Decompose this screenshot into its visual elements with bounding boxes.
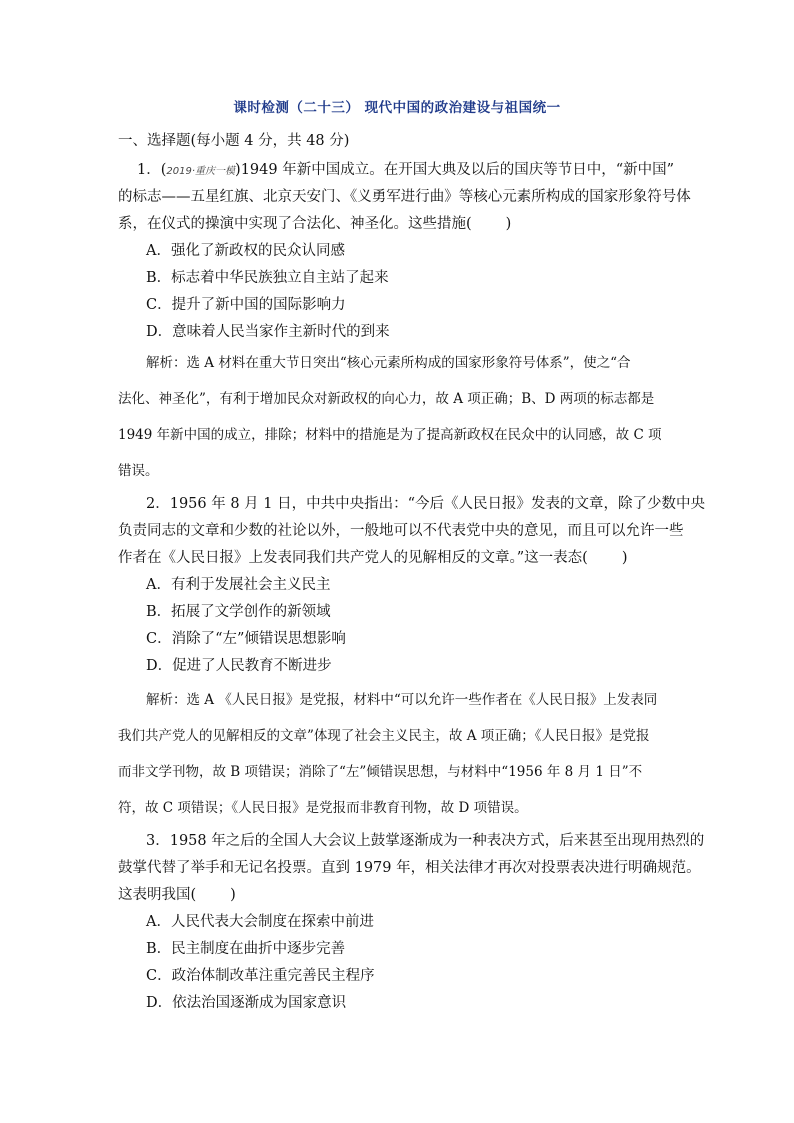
q3-option-b: B．民主制度在曲折中逐步完善 <box>146 941 346 957</box>
q1-analysis-line-3: 1949 年新中国的成立，排除；材料中的措施是为了提高新政权在民众中的认同感，故 C 项 <box>118 427 662 443</box>
q1-analysis-line-2: 法化、神圣化”，有利于增加民众对新政权的向心力，故 A 项正确；B、D 两项的标志都是 <box>118 391 655 407</box>
q1-line-2: 的标志——五星红旗、北京天安门、《义勇军进行曲》等核心元素所构成的国家形象符号体 <box>118 189 691 205</box>
q1-line-1 <box>137 160 697 182</box>
q2-analysis-line-1: 解析：选 A 《人民日报》是党报，材料中“可以允许一些作者在《人民日报》上发表同 <box>146 692 658 708</box>
q1-analysis-line-4: 错误。 <box>118 463 159 479</box>
q2-analysis-line-3: 而非文学刊物，故 B 项错误；消除了“左”倾错误思想，与材料中“1956 年 8 月 1 日”不 <box>118 764 643 780</box>
q2-option-c: C．消除了“左”倾错误思想影响 <box>146 631 346 647</box>
q1-line-3 <box>118 214 678 234</box>
q2-close-paren: ) <box>621 550 628 566</box>
q2-line-2: 负责同志的文章和少数的社论以外，一般地可以不代表党中央的意见，而且可以允许一些 <box>118 523 684 539</box>
q2-option-a: A．有利于发展社会主义民主 <box>146 577 331 593</box>
q1-option-b: B．标志着中华民族独立自主站了起来 <box>146 270 389 286</box>
q3-line-1: 3．1958 年之后的全国人大会议上鼓掌逐渐成为一种表决方式，后来甚至出现用热烈的 <box>146 833 705 849</box>
q1-option-a: A．强化了新政权的民众认同感 <box>146 243 345 259</box>
q3-option-c: C．政治体制改革注重完善民主程序 <box>146 968 375 984</box>
q1-analysis-line-1: 解析：选 A 材料在重大节日突出“核心元素所构成的国家形象符号体系”，使之“合 <box>146 355 631 371</box>
q2-option-b: B．拓展了文学创作的新领域 <box>146 604 331 620</box>
q1-close-paren: ) <box>505 216 512 232</box>
q3-option-d: D．依法治国逐渐成为国家意识 <box>146 995 347 1011</box>
q2-analysis-line-2: 我们共产党人的见解相反的文章”体现了社会主义民主，故 A 项正确；《人民日报》是党报 <box>118 728 650 744</box>
q3-option-a: A．人民代表大会制度在探索中前进 <box>146 914 374 930</box>
q1-option-c: C．提升了新中国的国际影响力 <box>146 297 346 313</box>
q1-line3-text: 系，在仪式的操演中实现了合法化、神圣化。这些措施( <box>118 216 472 232</box>
q3-close-paren: ) <box>230 887 236 903</box>
q2-line3-text: 作者在《人民日报》上发表同我们共产党人的见解相反的文章。”这一表态( <box>118 550 588 566</box>
q1-line1-rest: )1949 年新中国成立。在开国大典及以后的国庆等节日中，“新中国” <box>235 162 675 178</box>
q2-line-1: 2．1956 年 8 月 1 日，中共中央指出：“今后《人民日报》发表的文章，除了少数中央 <box>146 496 706 512</box>
section-heading: 一、选择题(每小题 4 分，共 48 分) <box>118 133 350 149</box>
q3-line3-text: 这表明我国( <box>118 887 197 903</box>
q2-option-d: D．促进了人民教育不断进步 <box>146 658 332 674</box>
q2-analysis-line-4: 符，故 C 项错误；《人民日报》是党报而非教育刊物，故 D 项错误。 <box>118 800 528 816</box>
q3-line-2: 鼓掌代替了举手和无记名投票。直到 1979 年，相关法律才再次对投票表决进行明确规范。 <box>118 860 701 876</box>
q3-line-3 <box>118 885 678 905</box>
q1-source: 2019·重庆一模 <box>166 166 236 177</box>
q2-line-3 <box>118 548 678 568</box>
q1-option-d: D．意味着人民当家作主新时代的到来 <box>146 324 390 340</box>
q1-prefix: 1．( <box>137 162 167 178</box>
page-title: 课时检测（二十三） 现代中国的政治建设与祖国统一 <box>233 100 561 116</box>
